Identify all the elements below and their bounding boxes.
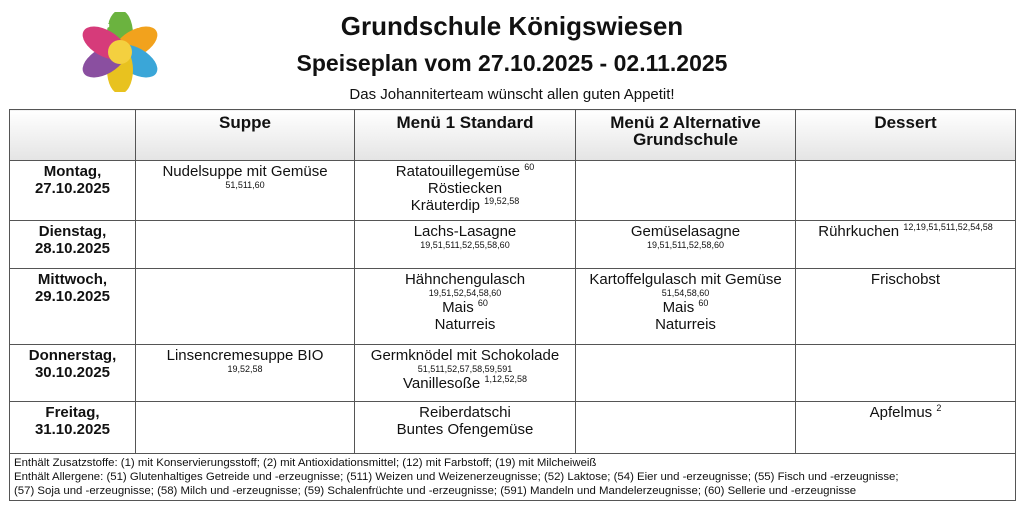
dish-name: Röstiecken <box>427 180 503 197</box>
suppe-cell <box>136 269 355 345</box>
menu2-cell <box>576 345 796 402</box>
dish-line <box>358 197 572 214</box>
plan-title: Speiseplan vom 27.10.2025 - 02.11.2025 <box>296 50 728 76</box>
legend-line: Enthält Zusatzstoffe: (1) mit Konservierungsstoff; (2) mit Antioxidationsmittel; (12) mit Farbstoff; (19) mit Milcheiweiß <box>14 457 597 469</box>
dish-name: Rührkuchen <box>818 223 900 240</box>
menu2-cell <box>576 221 796 269</box>
dish-name: Kräuterdip <box>410 197 480 214</box>
day-date: 28.10.2025 <box>34 240 111 257</box>
day-name: Mittwoch, <box>37 271 108 288</box>
additive-codes: 19,52,58 <box>484 196 520 206</box>
table-row <box>10 221 1016 269</box>
legend-line: (57) Soja und -erzeugnisse; (58) Milch und -erzeugnisse; (59) Schalenfrüchte und -erzeugnisse; (591) Mandeln und Mandelerzeugnisse; (60) Sellerie und -erzeugnisse <box>14 485 857 497</box>
table-row <box>10 402 1016 454</box>
legend-row <box>10 454 1016 501</box>
allergen-codes: 51,511,52,57,58,59,591 <box>417 364 513 374</box>
dish-line <box>799 223 1012 240</box>
menu1-cell <box>355 402 576 454</box>
allergen-codes: 51,511,60 <box>225 180 265 190</box>
dish-name: Ratatouillegemüse <box>395 163 521 180</box>
col-header-menu1: Menü 1 Standard <box>355 110 576 161</box>
dish-name: Buntes Ofengemüse <box>396 421 534 438</box>
suppe-cell <box>136 161 355 221</box>
school-name: Grundschule Königswiesen <box>340 11 684 41</box>
day-name: Dienstag, <box>38 223 107 240</box>
day-date: 30.10.2025 <box>34 364 111 381</box>
dish-line <box>579 299 792 316</box>
dish-name: Gemüselasagne <box>630 223 741 240</box>
dessert-cell <box>796 402 1016 454</box>
dessert-cell <box>796 345 1016 402</box>
additive-codes: 1,12,52,58 <box>484 374 527 384</box>
dish-name: Naturreis <box>434 316 496 333</box>
dish-name: Naturreis <box>655 316 716 333</box>
menu2-cell <box>576 402 796 454</box>
day-cell <box>10 221 136 269</box>
additive-codes: 12,19,51,511,52,54,58 <box>903 222 993 232</box>
dish-line <box>358 163 572 180</box>
day-date: 29.10.2025 <box>34 288 111 305</box>
menu1-cell <box>355 221 576 269</box>
greeting: Das Johanniterteam wünscht allen guten Appetit! <box>349 86 675 103</box>
dish-line <box>799 404 1012 421</box>
allergen-codes: 51,54,58,60 <box>661 288 710 298</box>
allergen-codes: 19,51,511,52,58,60 <box>647 240 724 250</box>
dessert-cell <box>796 161 1016 221</box>
header <box>200 10 824 104</box>
dish-name: Germknödel mit Schokolade <box>370 347 560 364</box>
allergen-codes: 19,51,511,52,55,58,60 <box>420 240 510 250</box>
day-cell <box>10 402 136 454</box>
allergen-codes: 19,52,58 <box>227 364 263 374</box>
logo-letter: i <box>152 49 155 60</box>
dish-name: Nudelsuppe mit Gemüse <box>162 163 328 180</box>
logo-center <box>108 40 132 64</box>
day-date: 27.10.2025 <box>34 180 111 197</box>
legend-line: Enthält Allergene: (51) Glutenhaltiges Getreide und -erzeugnisse; (511) Weizen und Weizenerzeugnisse; (52) Laktose; (54) Eier und -erzeugnisse; (55) Fisch und -erzeugnisse; <box>14 471 899 483</box>
logo-letter: G <box>102 20 110 31</box>
day-date: 31.10.2025 <box>34 421 111 438</box>
day-name: Montag, <box>43 163 102 180</box>
col-header-menu2: Menü 2 Alternative Grundschule <box>576 110 796 161</box>
day-cell <box>10 345 136 402</box>
dessert-cell <box>796 221 1016 269</box>
menu1-cell <box>355 161 576 221</box>
additive-codes: 60 <box>524 162 535 172</box>
dish-name: Lachs-Lasagne <box>413 223 517 240</box>
table-row <box>10 161 1016 221</box>
dish-name: Kartoffelgulasch mit Gemüse <box>589 271 782 288</box>
table-header-row <box>10 110 1016 161</box>
flower-logo-icon <box>72 12 168 92</box>
dish-name: Hähnchengulasch <box>404 271 526 288</box>
menu2-cell <box>576 269 796 345</box>
logo-letter: n <box>134 76 141 87</box>
suppe-cell <box>136 402 355 454</box>
day-cell <box>10 269 136 345</box>
school-logo <box>72 12 168 92</box>
dish-name: Vanillesoße <box>403 375 481 392</box>
day-name: Donnerstag, <box>28 347 117 364</box>
allergen-codes: 19,51,52,54,58,60 <box>428 288 502 298</box>
col-header-dessert: Dessert <box>796 110 1016 161</box>
dish-name: Linsencremesuppe BIO <box>166 347 324 364</box>
table-row <box>10 269 1016 345</box>
additive-codes: 60 <box>698 298 709 308</box>
dish-line <box>358 299 572 316</box>
additive-codes: 2 <box>936 403 942 413</box>
table-row <box>10 345 1016 402</box>
col-header-suppe: Suppe <box>136 110 355 161</box>
day-cell <box>10 161 136 221</box>
suppe-cell <box>136 345 355 402</box>
dish-line <box>358 375 572 392</box>
legend-cell <box>10 454 1016 501</box>
dish-name: Mais <box>442 299 474 316</box>
corner-cell <box>10 110 136 161</box>
dessert-cell <box>796 269 1016 345</box>
dish-name: Reiberdatschi <box>419 404 511 421</box>
logo-letter: ö <box>102 76 109 87</box>
additive-codes: 60 <box>477 298 488 308</box>
logo-letter: S <box>134 20 141 31</box>
suppe-cell <box>136 221 355 269</box>
menu-table <box>9 109 1016 501</box>
day-name: Freitag, <box>45 404 100 421</box>
dish-name: Frischobst <box>870 271 941 288</box>
menu1-cell <box>355 345 576 402</box>
menu1-cell <box>355 269 576 345</box>
menu2-cell <box>576 161 796 221</box>
logo-letter: K <box>82 49 90 60</box>
dish-name: Mais <box>662 299 695 316</box>
dish-name: Apfelmus <box>869 404 933 421</box>
